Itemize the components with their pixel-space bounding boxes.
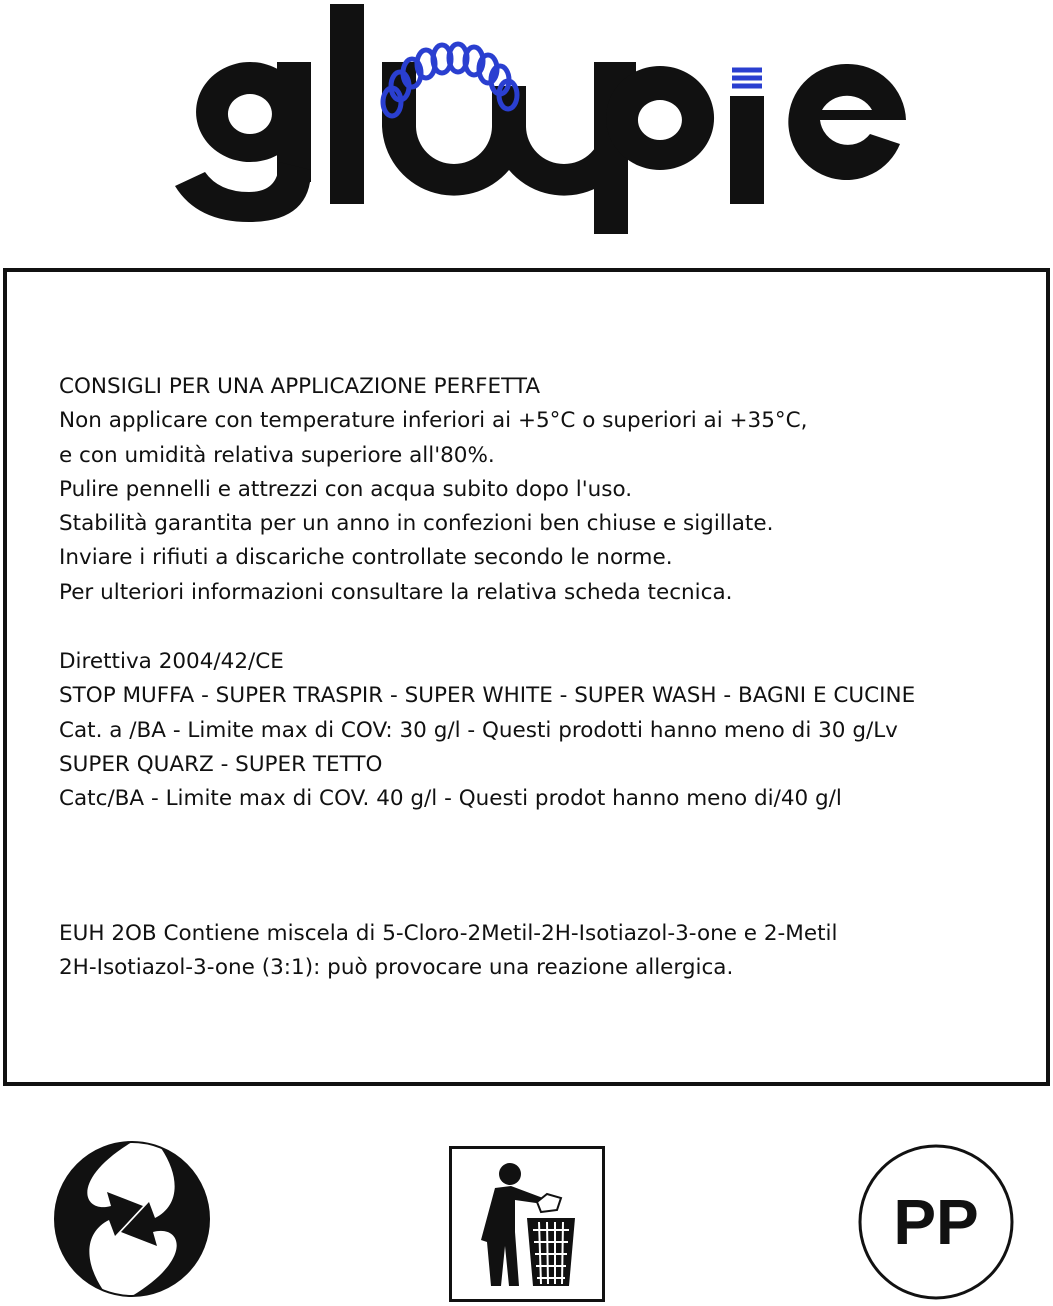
green-dot-recycling-icon bbox=[53, 1140, 211, 1298]
advice-line: Stabilità garantita per un anno in confezioni ben chiuse e sigillate. bbox=[59, 511, 774, 537]
hazard-line: 2H-Isotiazol-3-one (3:1): può provocare una reazione allergica. bbox=[59, 955, 734, 981]
material-code: PP bbox=[893, 1186, 979, 1258]
voc-directive bbox=[59, 645, 915, 816]
label-text-box bbox=[3, 268, 1050, 1086]
application-advice bbox=[59, 370, 808, 610]
voc-limit-line: Catc/BA - Limite max di COV. 40 g/l - Questi prodot hanno meno di/40 g/l bbox=[59, 786, 842, 812]
directive-heading: Direttiva 2004/42/CE bbox=[59, 649, 284, 674]
advice-line: Inviare i rifiuti a discariche controllate secondo le norme. bbox=[59, 545, 673, 571]
advice-heading: CONSIGLI PER UNA APPLICAZIONE PERFETTA bbox=[59, 374, 541, 399]
voc-limit-line: Cat. a /BA - Limite max di COV: 30 g/l - Questi prodotti hanno meno di 30 g/Lv bbox=[59, 717, 898, 743]
advice-line: Non applicare con temperature inferiori ai +5°C o superiori ai +35°C, bbox=[59, 408, 808, 434]
product-list: SUPER QUARZ - SUPER TETTO bbox=[59, 751, 383, 777]
tidy-man-bin-icon bbox=[449, 1146, 605, 1302]
product-list: STOP MUFFA - SUPER TRASPIR - SUPER WHITE - SUPER WASH - BAGNI E CUCINE bbox=[59, 683, 916, 709]
advice-line: Pulire pennelli e attrezzi con acqua subito dopo l'uso. bbox=[59, 476, 633, 502]
pp-material-icon bbox=[857, 1143, 1015, 1301]
brand-logo bbox=[160, 0, 920, 240]
advice-line: Per ulteriori informazioni consultare la relativa scheda tecnica. bbox=[59, 579, 733, 605]
advice-line: e con umidità relativa superiore all'80%. bbox=[59, 442, 495, 468]
hazard-statement bbox=[59, 917, 837, 986]
hazard-line: EUH 2OB Contiene miscela di 5-Cloro-2Metil-2H-Isotiazol-3-one e 2-Metil bbox=[59, 921, 838, 946]
